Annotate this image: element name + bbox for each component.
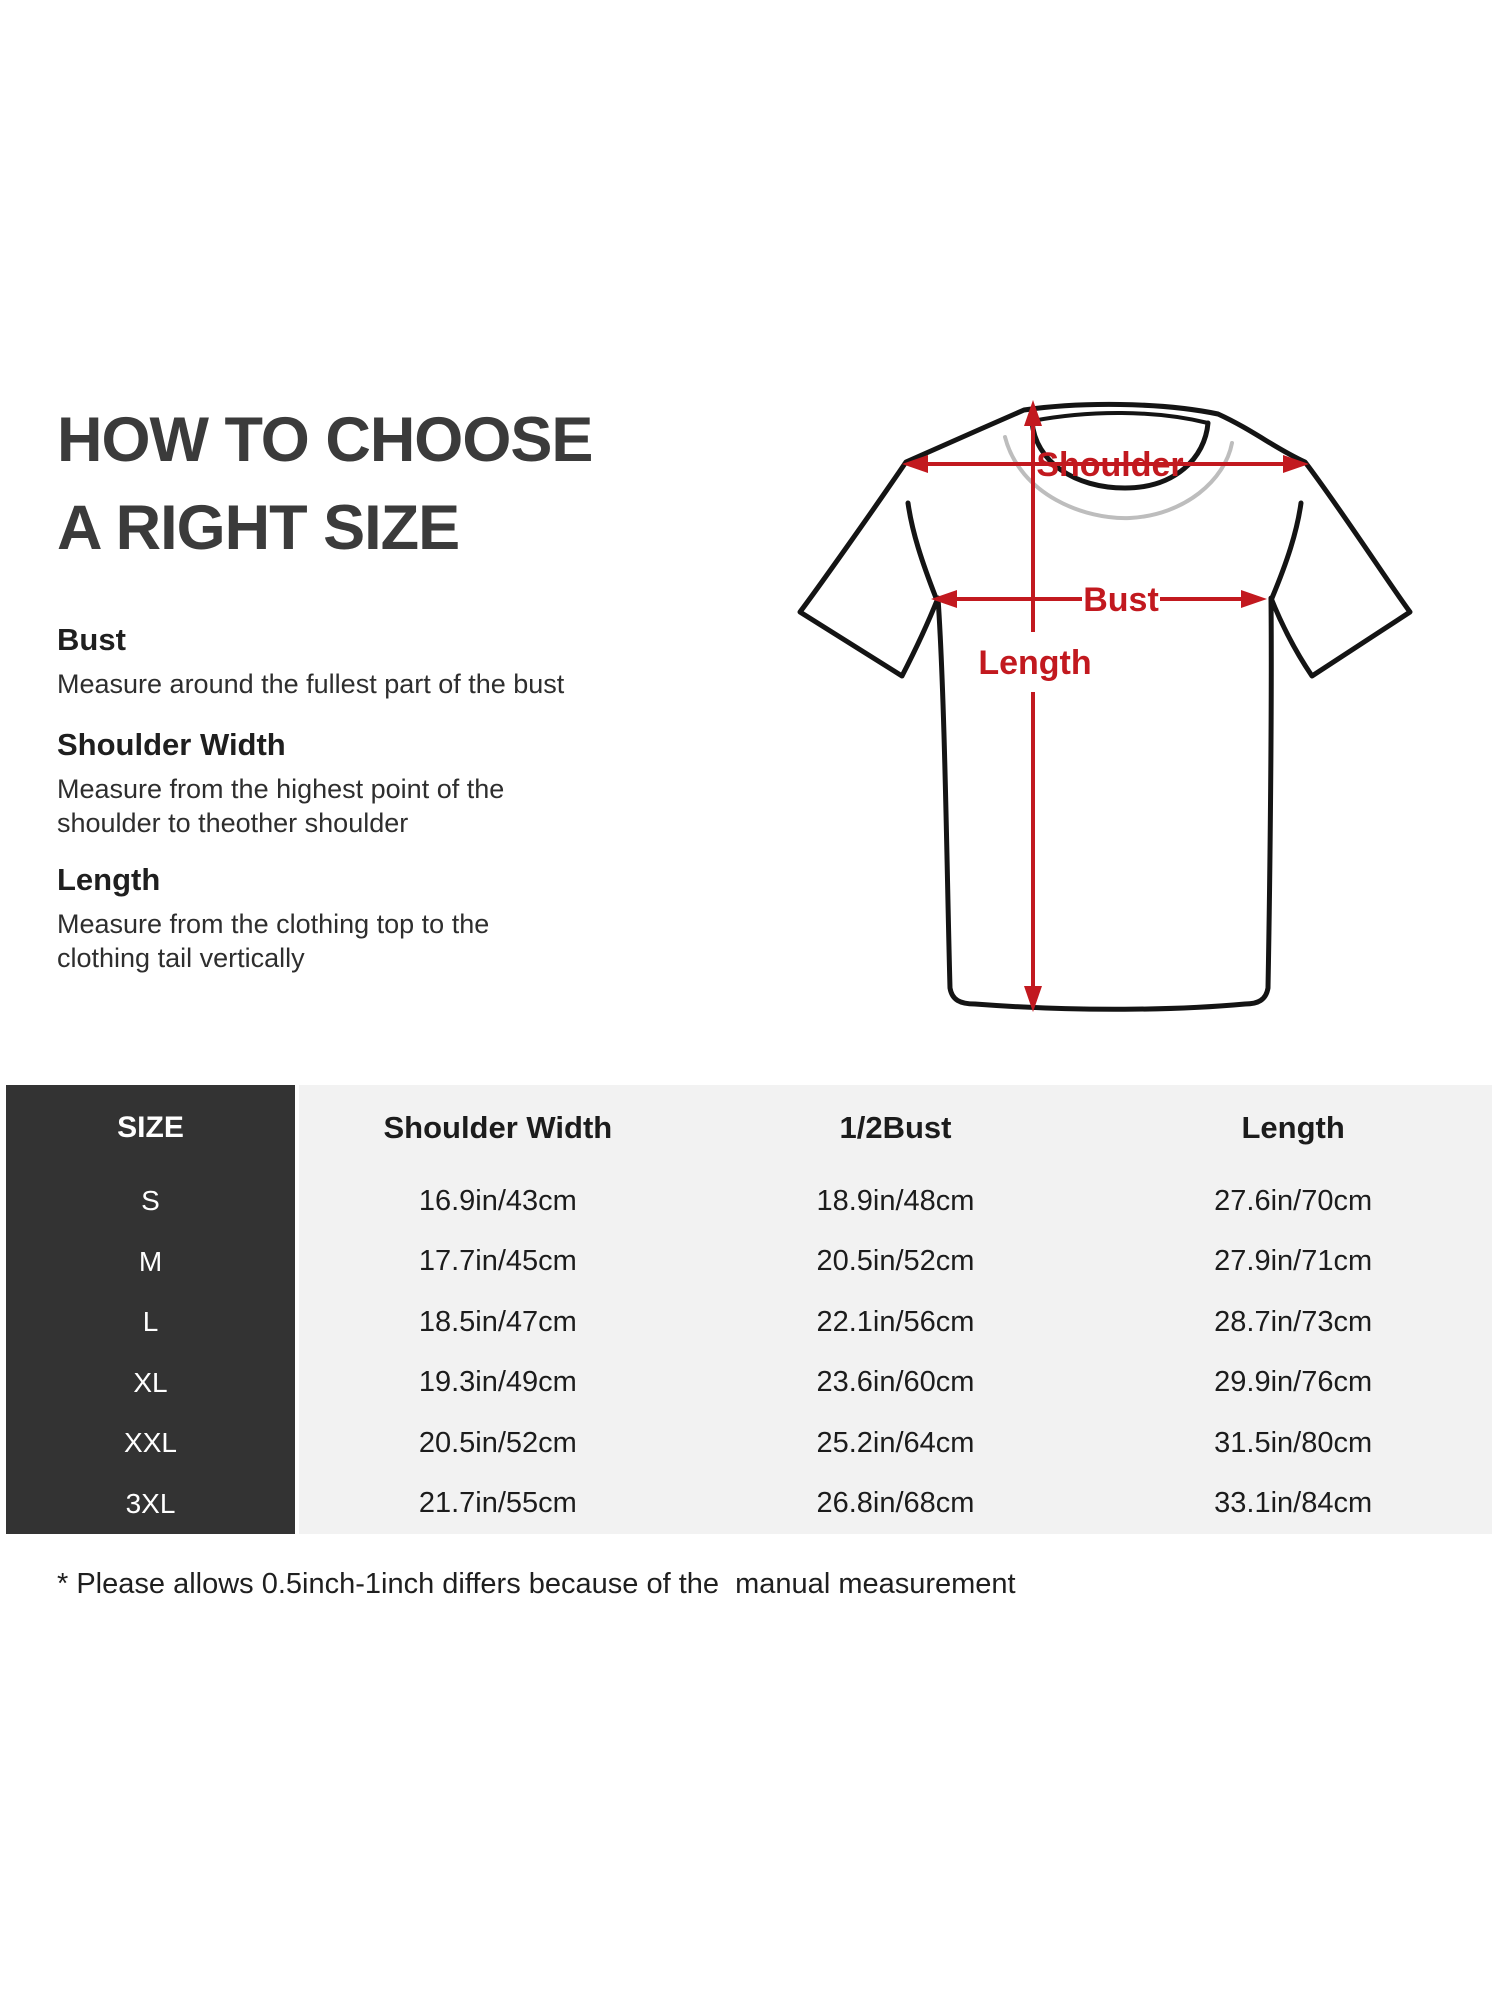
shoulder-label: Shoulder	[1036, 446, 1184, 484]
measurement-disclaimer: * Please allows 0.5inch-1inch differs because of the manual measurement	[57, 1568, 1016, 1600]
size-label-xl: XL	[133, 1366, 168, 1398]
table-cell: 27.9in/71cm	[1214, 1245, 1373, 1278]
page-title-line2: A RIGHT SIZE	[57, 493, 460, 563]
column-header-half-bust: 1/2Bust	[839, 1110, 952, 1145]
table-cell: 16.9in/43cm	[418, 1184, 577, 1217]
table-cell: 26.8in/68cm	[816, 1487, 975, 1520]
length-label: Length	[978, 644, 1092, 682]
table-cell: 27.6in/70cm	[1214, 1184, 1373, 1217]
tshirt-outline	[800, 404, 1410, 1009]
table-cell: 28.7in/73cm	[1214, 1305, 1373, 1338]
size-label-xxl: XXL	[124, 1427, 177, 1459]
size-column	[6, 1085, 295, 1534]
bust-label: Bust	[1083, 581, 1159, 619]
size-label-l: L	[142, 1306, 159, 1338]
table-cell: 17.7in/45cm	[418, 1245, 577, 1278]
measurement-columns	[299, 1085, 1492, 1534]
table-cell: 25.2in/64cm	[816, 1426, 975, 1459]
column-header-size: SIZE	[117, 1111, 184, 1144]
page-title	[57, 396, 592, 572]
table-cell: 29.9in/76cm	[1214, 1366, 1373, 1399]
guide-text: Measure around the fullest part of the bust	[57, 669, 565, 699]
size-table	[6, 1085, 1492, 1534]
table-cell: 21.7in/55cm	[418, 1487, 577, 1520]
table-cell: 31.5in/80cm	[1214, 1426, 1373, 1459]
guide-heading-shoulder-width: Shoulder Width	[57, 727, 286, 762]
column-header-shoulder-width: Shoulder Width	[383, 1110, 613, 1145]
page-title-line1: HOW TO CHOOSE	[57, 405, 593, 475]
table-cell: 33.1in/84cm	[1214, 1487, 1373, 1520]
guide-section-shoulder-width	[57, 727, 504, 840]
table-cell: 18.9in/48cm	[816, 1184, 975, 1217]
table-cell: 22.1in/56cm	[816, 1305, 975, 1338]
table-cell: 20.5in/52cm	[418, 1426, 577, 1459]
guide-heading-length: Length	[57, 862, 161, 897]
size-label-s: S	[141, 1185, 160, 1217]
table-cell: 20.5in/52cm	[816, 1245, 975, 1278]
guide-section-length	[57, 862, 489, 975]
size-label-m: M	[138, 1245, 163, 1277]
size-label-3xl: 3XL	[125, 1487, 176, 1519]
column-header-length: Length	[1241, 1110, 1345, 1145]
guide-text: Measure from the highest point of the	[57, 774, 505, 804]
table-cell: 19.3in/49cm	[418, 1366, 577, 1399]
table-cell: 23.6in/60cm	[816, 1366, 975, 1399]
guide-text: Measure from the clothing top to the	[57, 909, 490, 939]
guide-text: shoulder to theother shoulder	[57, 808, 409, 838]
guide-section-bust	[57, 622, 564, 701]
guide-heading-bust: Bust	[57, 622, 126, 657]
table-cell: 18.5in/47cm	[418, 1305, 577, 1338]
tshirt-measurement-diagram	[760, 380, 1460, 1080]
guide-text: clothing tail vertically	[57, 943, 305, 973]
